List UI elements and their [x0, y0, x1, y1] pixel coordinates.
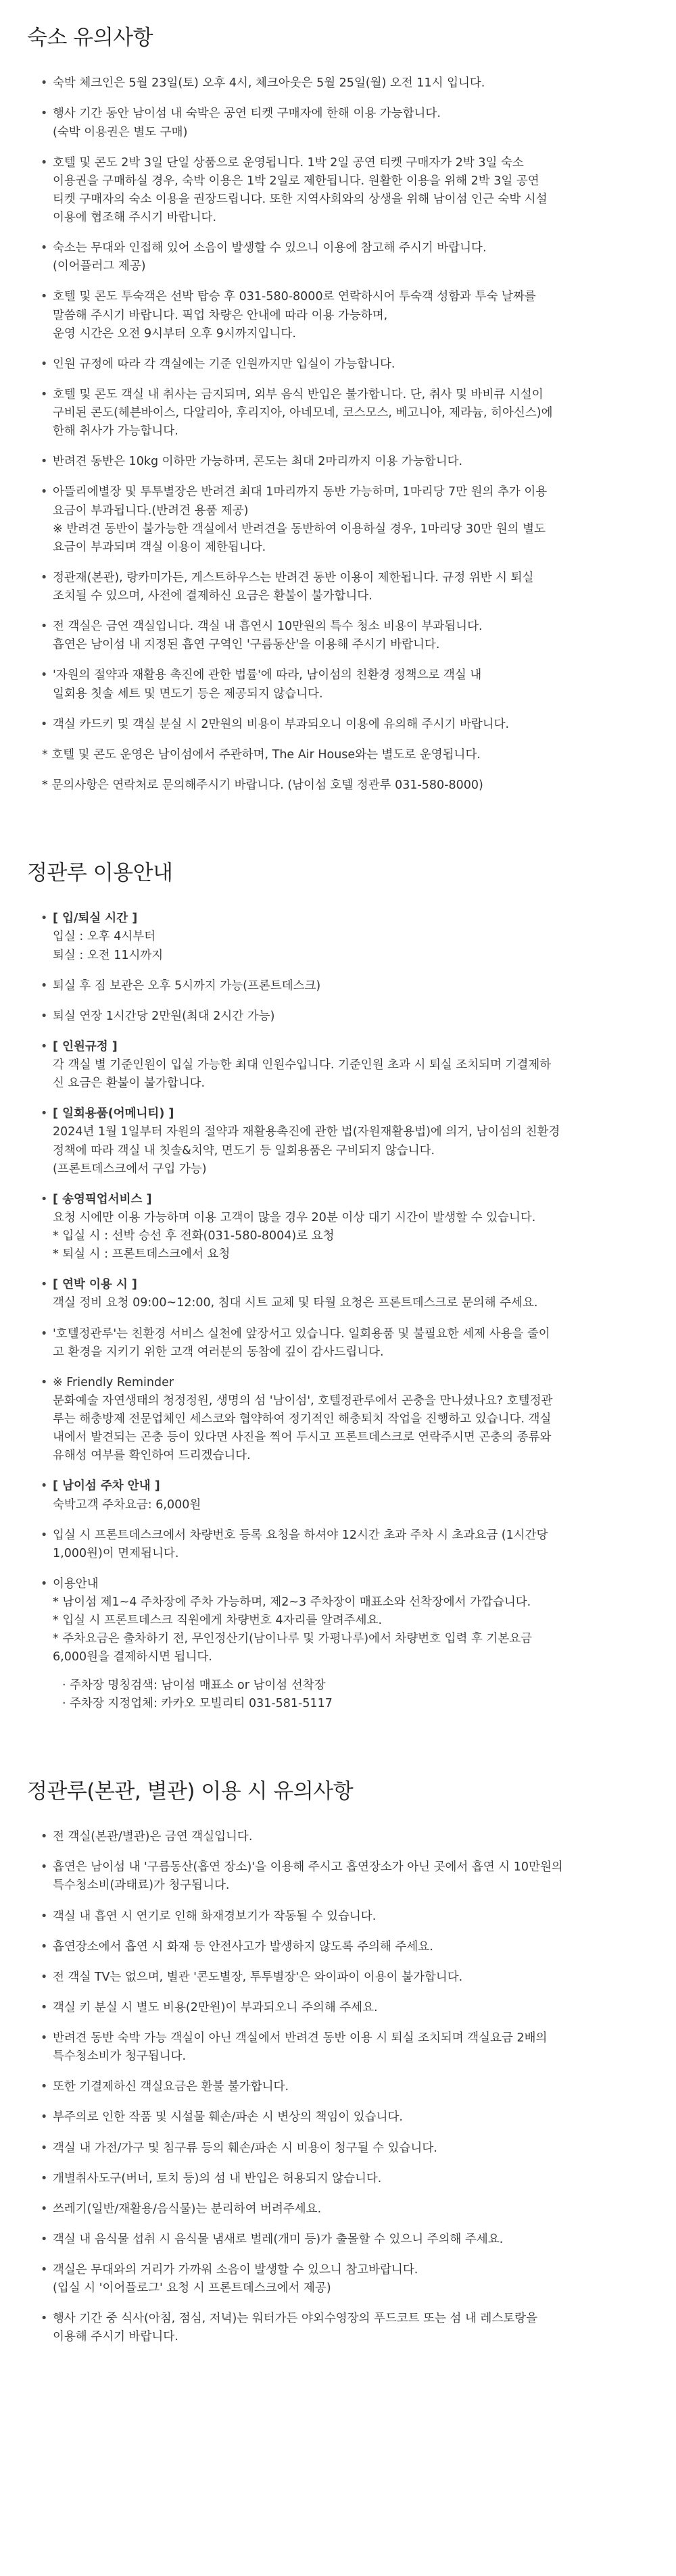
item-text-line: 퇴실 : 오전 11시까지	[53, 948, 164, 962]
item-heading: • [ 인원규정 ]	[53, 1039, 118, 1054]
item-text-line: 숙박고객 주차요금: 6,000원	[53, 1497, 201, 1512]
item-text-line: * 입실 시 : 선박 승선 후 전화(031-580-8004)로 요청	[53, 1229, 335, 1243]
item-text-line: • 객실은 무대와의 거리가 가까워 소음이 발생할 수 있으니 참고바랍니다.	[53, 2263, 418, 2277]
item-text-line: • 숙소는 무대와 인접해 있어 소음이 발생할 수 있으니 이용에 참고해 주시기 바랍니다.	[53, 241, 487, 255]
item-text-line: • 개별취사도구(버너, 토치 등)의 섬 내 반입은 허용되지 않습니다.	[53, 2171, 382, 2185]
notice-item	[39, 1527, 649, 1563]
item-text-line: • 입실 시 프론트데스크에서 차량번호 등록 요청을 하셔야 12시간 초과 주차 시 초과요금 (1시간당	[53, 1528, 548, 1542]
notice-item	[39, 716, 649, 734]
notice-item	[39, 776, 649, 795]
item-text-line: (입실 시 '이어플로그' 요청 시 프론트데스크에서 제공)	[53, 2281, 331, 2296]
item-text-line: • 전 객실 TV는 없으며, 별관 '콘도별장, 투투별장'은 와이파이 이용이 불가합니다.	[53, 1970, 463, 1984]
item-text-line: 일회용 칫솔 세트 및 면도기 등은 제공되지 않습니다.	[53, 687, 323, 701]
notice-item	[39, 1105, 649, 1179]
item-text-line: * 주차요금은 출차하기 전, 무인정산기(남이나루 및 가평나루)에서 차량번호 입력 후 기본요금	[53, 1632, 533, 1646]
item-text-line: 입실 : 오후 4시부터	[53, 930, 156, 944]
notice-item	[39, 2108, 649, 2127]
notice-item	[39, 239, 649, 276]
item-text-line: 말씀해 주시기 바랍니다. 픽업 차량은 안내에 따라 이용 가능하며,	[53, 308, 388, 322]
item-text-line: • 숙박 체크인은 5월 23일(토) 오후 4시, 체크아웃은 5월 25일(월) 오전 11시 입니다.	[53, 76, 485, 91]
item-text-line: • 객실 내 흡연 시 연기로 인해 화재경보기가 작동될 수 있습니다.	[53, 1909, 377, 1923]
notice-item	[39, 1575, 649, 1713]
item-heading: • [ 남이섬 주차 안내 ]	[53, 1479, 160, 1493]
item-text-line: • 흡연장소에서 흡연 시 화재 등 안전사고가 발생하지 않도록 주의해 주세요.	[53, 1939, 433, 1954]
section-title: 정관루(본관, 별관) 이용 시 유의사항	[27, 1779, 354, 1804]
section-title: 정관루 이용안내	[27, 861, 173, 886]
notice-item	[39, 746, 649, 764]
item-text-line: 조치될 수 있으며, 사전에 결제하신 요금은 환불이 불가합니다.	[53, 589, 372, 603]
notice-list	[27, 1828, 649, 2346]
item-text-line: 이용에 협조해 주시기 바랍니다.	[53, 211, 217, 225]
item-text-line: • 또한 기결제하신 객실요금은 환불 불가합니다.	[53, 2080, 289, 2094]
notice-item	[39, 74, 649, 93]
parking-info-line: · 주차장 명칭검색: 남이섬 매표소 or 남이섬 선착장	[62, 1678, 326, 1692]
notice-item	[39, 2261, 649, 2298]
item-text-line: 고 환경을 지키기 위한 고객 여러분의 동참에 깊이 감사드립니다.	[53, 1345, 384, 1359]
item-text-line: 객실 정비 요청 09:00~12:00, 침대 시트 교체 및 타월 요청은 프론트데스크로 문의해 주세요.	[53, 1296, 538, 1310]
item-text-line: • 전 객실(본관/별관)은 금연 객실입니다.	[53, 1830, 253, 1844]
item-text-line: 요금이 부과되며 객실 이용이 제한됩니다.	[53, 540, 266, 554]
item-text-line: * 호텔 및 콘도 운영은 남이섬에서 주관하며, The Air House와는 별도로 운영됩니다.	[42, 747, 481, 762]
notice-item	[39, 977, 649, 995]
notice-item	[39, 105, 649, 141]
item-text-line: • 호텔 및 콘도 2박 3일 단일 상품으로 운영됩니다. 1박 2일 공연 티켓 구매자가 2박 3일 숙소	[53, 155, 524, 170]
notice-item	[39, 2029, 649, 2066]
notice-list	[27, 74, 649, 795]
item-text-line: • 객실 카드키 및 객실 분실 시 2만원의 비용이 부과되오니 이용에 유의해 주시기 바랍니다.	[53, 717, 510, 731]
notice-item	[39, 666, 649, 703]
item-text-line: • 객실 내 가전/가구 및 침구류 등의 훼손/파손 시 비용이 청구될 수 있습니다.	[53, 2141, 437, 2155]
notice-item	[39, 1374, 649, 1466]
item-text-line: • 반려견 동반 숙박 가능 객실이 아닌 객실에서 반려견 동반 이용 시 퇴실 조치되며 객실요금 2배의	[53, 2031, 548, 2046]
item-text-line: • '호텔정관루'는 친환경 서비스 실천에 앞장서고 있습니다. 일회용품 및 불필요한 세제 사용을 줄이	[53, 1327, 550, 1341]
item-text-line: 이용권을 구매하실 경우, 숙박 이용은 1박 2일로 제한됩니다. 원활한 이용을 위해 2박 3일 공연	[53, 174, 539, 188]
item-text-line: • 퇴실 후 짐 보관은 오후 5시까지 가능(프론트데스크)	[53, 979, 321, 993]
notice-item	[39, 910, 649, 964]
item-text-line: 신 요금은 환불이 불가합니다.	[53, 1076, 206, 1091]
item-heading: • [ 송영픽업서비스 ]	[53, 1192, 152, 1206]
notice-item	[39, 483, 649, 557]
item-text-line: • 아뜰리에별장 및 투투별장은 반려견 최대 1마리까지 동반 가능하며, 1마리당 7만 원의 추가 이용	[53, 485, 548, 499]
item-heading: • [ 일회용품(어메니티) ]	[53, 1107, 174, 1121]
item-text-line: 6,000원을 결제하시면 됩니다.	[53, 1650, 212, 1664]
notice-list	[27, 910, 649, 1713]
item-text-line: • 행사 기간 중 식사(아침, 점심, 저녁)는 워터가든 야외수영장의 푸드코트 또는 섬 내 레스토랑을	[53, 2312, 538, 2326]
item-text-line: • 부주의로 인한 작품 및 시설물 훼손/파손 시 변상의 책임이 있습니다.	[53, 2110, 403, 2125]
item-text-line: • 객실 내 음식물 섭취 시 음식물 냄새로 벌레(개미 등)가 출몰할 수 있으니 주의해 주세요.	[53, 2232, 504, 2246]
item-text-line: 티켓 구매자의 숙소 이용을 권장드립니다. 또한 지역사회와의 상생을 위해 남이섬 인근 숙박 시설	[53, 192, 548, 206]
item-text-line: 특수청소비(과태료)가 청구됩니다.	[53, 1879, 230, 1893]
item-text-line: 특수청소비가 청구됩니다.	[53, 2050, 187, 2064]
notice-item	[39, 1858, 649, 1895]
notice-item	[39, 2078, 649, 2096]
item-text-line: 문화예술 자연생태의 청정정원, 생명의 섬 '남이섬', 호텔정관루에서 곤충을 만나셨나요? 호텔정관	[53, 1393, 553, 1408]
item-text-line: • 행사 기간 동안 남이섬 내 숙박은 공연 티켓 구매자에 한해 이용 가능합니다.	[53, 107, 441, 121]
item-text-line: * 남이섬 제1~4 주차장에 주차 가능하며, 제2~3 주차장이 매표소와 선착장에서 가깝습니다.	[53, 1595, 531, 1610]
section-separator	[27, 1725, 649, 1778]
item-text-line: 유해성 여부를 확인하여 드리겠습니다.	[53, 1449, 251, 1463]
item-text-line: 이용해 주시기 바랍니다.	[53, 2330, 178, 2344]
item-text-line: • ※ Friendly Reminder	[53, 1375, 174, 1389]
notice-item	[39, 1276, 649, 1312]
item-text-line: 정책에 따라 객실 내 칫솔&치약, 면도기 등 일회용품은 구비되지 않습니다.	[53, 1143, 435, 1158]
item-heading: • [ 연박 이용 시 ]	[53, 1278, 137, 1292]
item-text-line: * 입실 시 프론트데스크 직원에게 차량번호 4자리를 알려주세요.	[53, 1614, 383, 1628]
parking-info	[53, 1677, 649, 1713]
notice-item	[39, 2200, 649, 2219]
item-text-line: • 퇴실 연장 1시간당 2만원(최대 2시간 가능)	[53, 1009, 275, 1023]
notice-item	[39, 386, 649, 441]
notice-item	[39, 154, 649, 228]
item-text-line: • 이용안내	[53, 1577, 99, 1591]
item-text-line: • 호텔 및 콘도 객실 내 취사는 금지되며, 외부 음식 반입은 불가합니다. 단, 취사 및 바비큐 시설이	[53, 387, 544, 401]
item-text-line: • 쓰레기(일반/재활용/음식물)는 분리하여 버려주세요.	[53, 2202, 322, 2216]
notice-section	[27, 24, 649, 795]
notice-item	[39, 2139, 649, 2158]
item-text-line: (프론트데스크에서 구입 가능)	[53, 1162, 207, 1176]
notice-item	[39, 1828, 649, 1846]
notice-item	[39, 1938, 649, 1956]
notice-item	[39, 1999, 649, 2017]
item-heading: • [ 입/퇴실 시간 ]	[53, 912, 138, 926]
notice-item	[39, 618, 649, 654]
notice-item	[39, 2170, 649, 2188]
notice-item	[39, 453, 649, 471]
notice-item	[39, 288, 649, 343]
item-text-line: (이어플러그 제공)	[53, 259, 146, 274]
notice-item	[39, 569, 649, 605]
item-text-line: * 퇴실 시 : 프론트데스크에서 요청	[53, 1247, 231, 1262]
notice-item	[39, 1477, 649, 1514]
item-text-line: 요금이 부과됩니다.(반려견 용품 제공)	[53, 503, 249, 518]
notice-item	[39, 355, 649, 374]
item-text-line: 1,000원)이 면제됩니다.	[53, 1546, 179, 1560]
section-separator	[27, 807, 649, 860]
item-text-line: • 흡연은 남이섬 내 '구름동산(흡연 장소)'을 이용해 주시고 흡연장소가 아닌 곳에서 흡연 시 10만원의	[53, 1860, 563, 1875]
item-text-line: • 반려견 동반은 10kg 이하만 가능하며, 콘도는 최대 2마리까지 이용 가능합니다.	[53, 455, 463, 469]
item-text-line: • 전 객실은 금연 객실입니다. 객실 내 흡연시 10만원의 특수 청소 비용이 부과됩니다.	[53, 620, 483, 634]
notice-item	[39, 1008, 649, 1026]
item-text-line: * 문의사항은 연락처로 문의해주시기 바랍니다. (남이섬 호텔 정관루 031-580-8000)	[42, 778, 483, 792]
notice-item	[39, 1325, 649, 1362]
notice-section	[27, 1778, 649, 2347]
notice-item	[39, 2310, 649, 2346]
notice-item	[39, 1968, 649, 1987]
notice-item	[39, 2231, 649, 2249]
item-text-line: 구비된 콘도(헤븐바이스, 다알리아, 후리지아, 아네모네, 코스모스, 베고니아, 제라늄, 히아신스)에	[53, 406, 553, 420]
section-title: 숙소 유의사항	[27, 26, 153, 50]
item-text-line: • 객실 키 분실 시 별도 비용(2만원)이 부과되오니 주의해 주세요.	[53, 2000, 378, 2014]
item-text-line: (숙박 이용권은 별도 구매)	[53, 125, 188, 139]
item-text-line: 각 객실 별 기준인원이 입실 가능한 최대 인원수입니다. 기준인원 초과 시 퇴실 조치되며 기결제하	[53, 1058, 552, 1072]
item-text-line: 요청 시에만 이용 가능하며 이용 고객이 많을 경우 20분 이상 대기 시간이 발생할 수 있습니다.	[53, 1210, 536, 1224]
item-text-line: 한해 취사가 가능합니다.	[53, 424, 178, 439]
notice-item	[39, 1038, 649, 1093]
item-text-line: • 인원 규정에 따라 각 객실에는 기준 인원까지만 입실이 가능합니다.	[53, 357, 395, 371]
item-text-line: 흡연은 남이섬 내 지정된 흡연 구역인 '구름동산'을 이용해 주시기 바랍니다.	[53, 638, 440, 652]
parking-info-line: · 주차장 지정업체: 카카오 모빌리티 031-581-5117	[62, 1696, 333, 1710]
item-text-line: ※ 반려견 동반이 불가능한 객실에서 반려견을 동반하여 이용하실 경우, 1마리당 30만 원의 별도	[53, 522, 546, 536]
notice-item	[39, 1191, 649, 1264]
item-text-line: • '자원의 절약과 재활용 촉진에 관한 법률'에 따라, 남이섬의 친환경 정책으로 객실 내	[53, 668, 482, 683]
item-text-line: 내에서 발견되는 곤충 등이 있다면 사진을 찍어 두시고 프론트데스크로 연락주시면 곤충의 종류와	[53, 1431, 552, 1445]
item-text-line: 2024년 1월 1일부터 자원의 절약과 재활용촉진에 관한 법(자원재활용법)에 의거, 남이섬의 친환경	[53, 1125, 560, 1139]
notice-section	[27, 860, 649, 1713]
notice-item	[39, 1908, 649, 1926]
item-text-line: 루는 해충방제 전문업체인 세스코와 협약하여 정기적인 해충퇴치 작업을 진행하고 있습니다. 객실	[53, 1412, 552, 1427]
item-text-line: • 호텔 및 콘도 투숙객은 선박 탑승 후 031-580-8000로 연락하시어 투숙객 성함과 투숙 날짜를	[53, 290, 536, 304]
item-text-line: 운영 시간은 오전 9시부터 오후 9시까지입니다.	[53, 326, 296, 341]
item-text-line: • 정관재(본관), 랑카미가든, 게스트하우스는 반려견 동반 이용이 제한됩니다. 규정 위반 시 퇴실	[53, 570, 534, 585]
